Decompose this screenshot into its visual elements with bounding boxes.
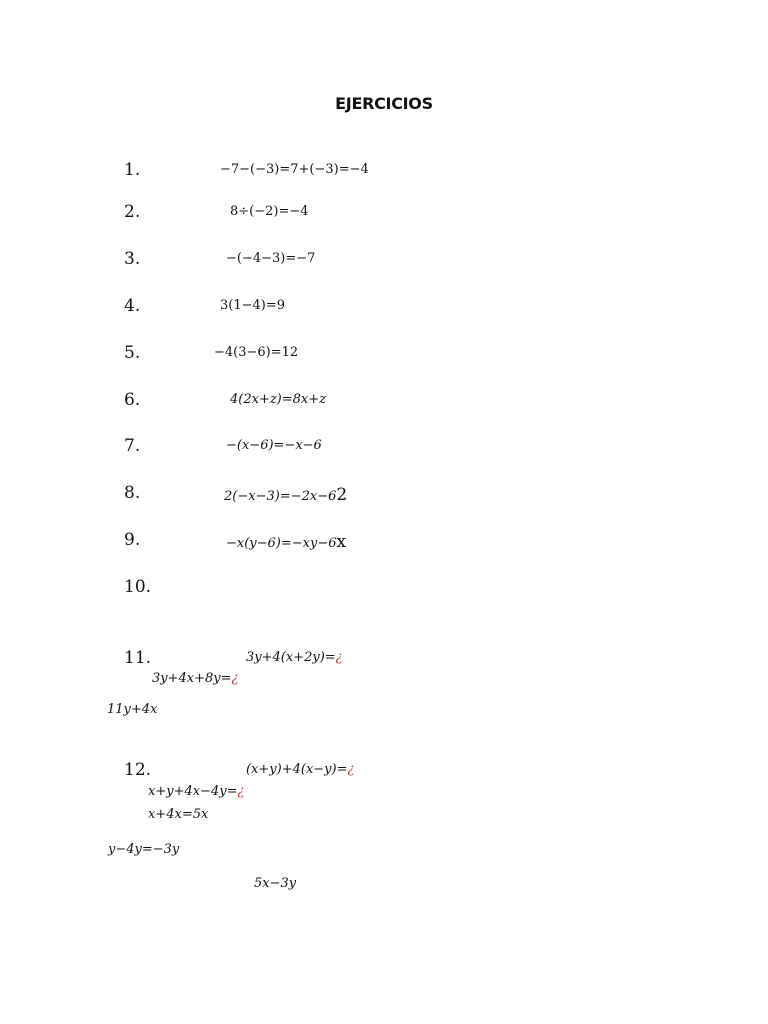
expression-tail: 2 xyxy=(336,485,348,505)
exercise-number: 7. xyxy=(124,436,141,456)
exercise-number: 10. xyxy=(124,577,152,597)
question-mark: ¿ xyxy=(231,671,239,686)
exercise-expression xyxy=(246,762,354,777)
exercise-number: 1. xyxy=(124,160,141,180)
page-title: EJERCICIOS xyxy=(335,94,433,113)
exercise-expression xyxy=(226,532,346,552)
expression-tail: x xyxy=(336,532,347,552)
exercise-expression: −(−4−3)=−7 xyxy=(226,251,316,266)
exercise-expression xyxy=(246,650,343,665)
exercise-number: 5. xyxy=(124,343,141,363)
expression-text: (x+y)+4(x−y)= xyxy=(246,762,348,777)
work-line: y−4y=−3y xyxy=(108,842,180,857)
exercise-number: 6. xyxy=(124,390,141,410)
exercise-number: 11. xyxy=(124,648,152,668)
exercise-number: 8. xyxy=(124,483,141,503)
work-line: 5x−3y xyxy=(254,876,297,891)
question-mark: ¿ xyxy=(237,784,245,799)
expression-text: 2(−x−3)=−2x−6 xyxy=(224,489,337,504)
exercise-number: 3. xyxy=(124,249,141,269)
exercise-number: 4. xyxy=(124,296,141,316)
exercise-expression: −(x−6)=−x−6 xyxy=(226,438,322,453)
work-text: x+y+4x−4y= xyxy=(148,784,238,799)
exercise-number: 12. xyxy=(124,760,152,780)
question-mark: ¿ xyxy=(335,650,343,665)
work-line xyxy=(152,671,239,686)
work-line: 11y+4x xyxy=(107,702,158,717)
exercise-number: 2. xyxy=(124,202,141,222)
work-text: 3y+4x+8y= xyxy=(152,671,232,686)
question-mark: ¿ xyxy=(347,762,355,777)
exercise-expression: 8÷(−2)=−4 xyxy=(230,204,309,219)
exercise-expression: −7−(−3)=7+(−3)=−4 xyxy=(220,162,369,177)
exercise-number: 9. xyxy=(124,530,141,550)
expression-text: 3y+4(x+2y)= xyxy=(246,650,336,665)
exercise-expression: 3(1−4)=9 xyxy=(220,298,286,313)
exercise-expression: −4(3−6)=12 xyxy=(214,345,299,360)
exercise-expression xyxy=(224,485,347,505)
work-line xyxy=(148,784,244,799)
expression-text: −x(y−6)=−xy−6 xyxy=(226,536,337,551)
exercise-expression: 4(2x+z)=8x+z xyxy=(230,392,326,407)
work-line: x+4x=5x xyxy=(148,807,209,822)
